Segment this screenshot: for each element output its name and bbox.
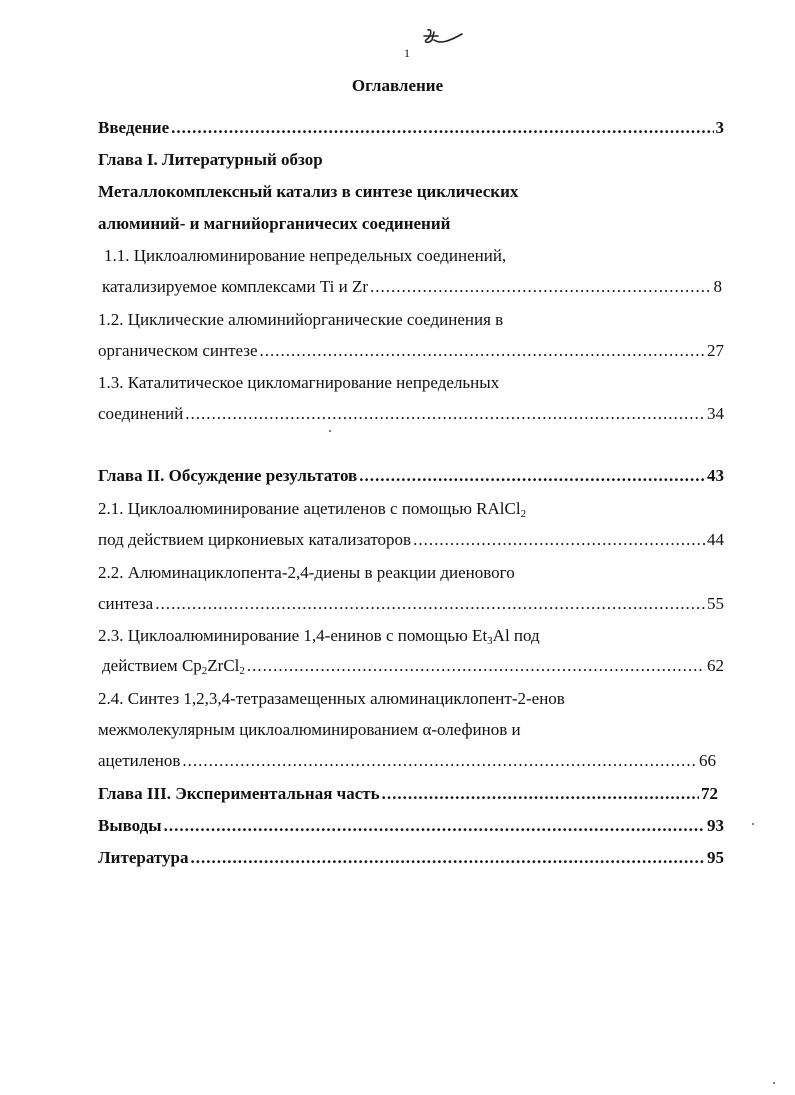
leader-dots [171,117,713,139]
toc-page: 43 [707,466,724,485]
toc-page: 44 [707,530,724,549]
toc-page: 3 [715,118,724,137]
leader-dots [247,655,705,677]
toc-entry-2-3 [102,655,724,677]
section-1-2-line1: 1.2. Циклические алюминийорганические соединения в [98,310,504,329]
toc-label: соединений [98,404,184,423]
chapter-1-subtitle-line2: алюминий- и магнийорганичесих соединений [98,214,451,233]
leader-dots [185,403,705,425]
toc-entry-1-2 [98,340,724,362]
toc-page: 93 [707,816,724,835]
leader-dots [382,783,699,805]
leader-dots [359,465,705,487]
section-1-1-line1: 1.1. Циклоалюминирование непредельных соединений, [104,246,507,265]
toc-label: ацетиленов [98,751,181,770]
toc-page: 66 [699,751,716,770]
leader-dots [164,815,705,837]
toc-label: синтеза [98,594,154,613]
section-2-3-line1: 2.3. Циклоалюминирование 1,4-енинов с помощью $Et_3Al$ под [98,626,540,647]
toc-label: Выводы [98,816,162,835]
leader-dots [155,593,705,615]
toc-label: катализируемое комплексами Ti и Zr [102,277,369,296]
leader-dots [413,529,705,551]
scan-speck [329,430,331,432]
toc-label: действием $Cp_2ZrCl_2$ [102,656,245,677]
toc-entry-references [98,847,724,869]
chapter-1-heading: Глава I. Литературный обзор [98,150,323,169]
toc-entry-2-1 [98,529,724,551]
toc-entry-2-4 [98,750,716,772]
toc-label: органическом синтезе [98,341,258,360]
page-number: 1 [404,46,410,60]
toc-entry-conclusions [98,815,724,837]
scan-speck [773,1082,775,1084]
toc-page: 72 [701,784,718,803]
section-2-2-line1: 2.2. Алюминациклопента-2,4-диены в реакции диенового [98,563,515,582]
toc-entry-1-1 [102,276,722,298]
toc-label: Глава III. Экспериментальная часть [98,784,380,803]
toc-page: 8 [713,277,722,296]
toc-label: Введение [98,118,170,137]
leader-dots [190,847,705,869]
scan-speck [752,823,754,825]
chapter-1-subtitle-line1: Металлокомплексный катализ в синтезе циклических [98,182,519,201]
toc-entry-2-2 [98,593,724,615]
section-2-4-line2: межмолекулярным циклоалюминированием α-олефинов и [98,720,521,739]
toc-label: Литература [98,848,189,867]
section-2-4-line1: 2.4. Синтез 1,2,3,4-тетразамещенных алюминациклопент-2-енов [98,689,565,708]
toc-page: 55 [707,594,724,613]
toc-page: 62 [707,656,724,675]
handwritten-signature [418,26,466,52]
toc-entry-chapter-3 [98,783,718,805]
page-title: Оглавление [351,76,444,95]
toc-page: 34 [707,404,724,423]
section-2-1-line1: 2.1. Циклоалюминирование ацетиленов с помощью RAlCl$_2$ [98,499,527,520]
leader-dots [370,276,711,298]
toc-label: Глава II. Обсуждение результатов [98,466,358,485]
toc-entry-intro [98,117,724,139]
section-1-3-line1: 1.3. Каталитическое цикломагнирование непредельных [98,373,500,392]
toc-page: 27 [707,341,724,360]
toc-page: 95 [707,848,724,867]
leader-dots [260,340,705,362]
toc-entry-1-3 [98,403,724,425]
toc-entry-chapter-2 [98,465,724,487]
toc-label: под действием циркониевых катализаторов [98,530,412,549]
leader-dots [182,750,697,772]
